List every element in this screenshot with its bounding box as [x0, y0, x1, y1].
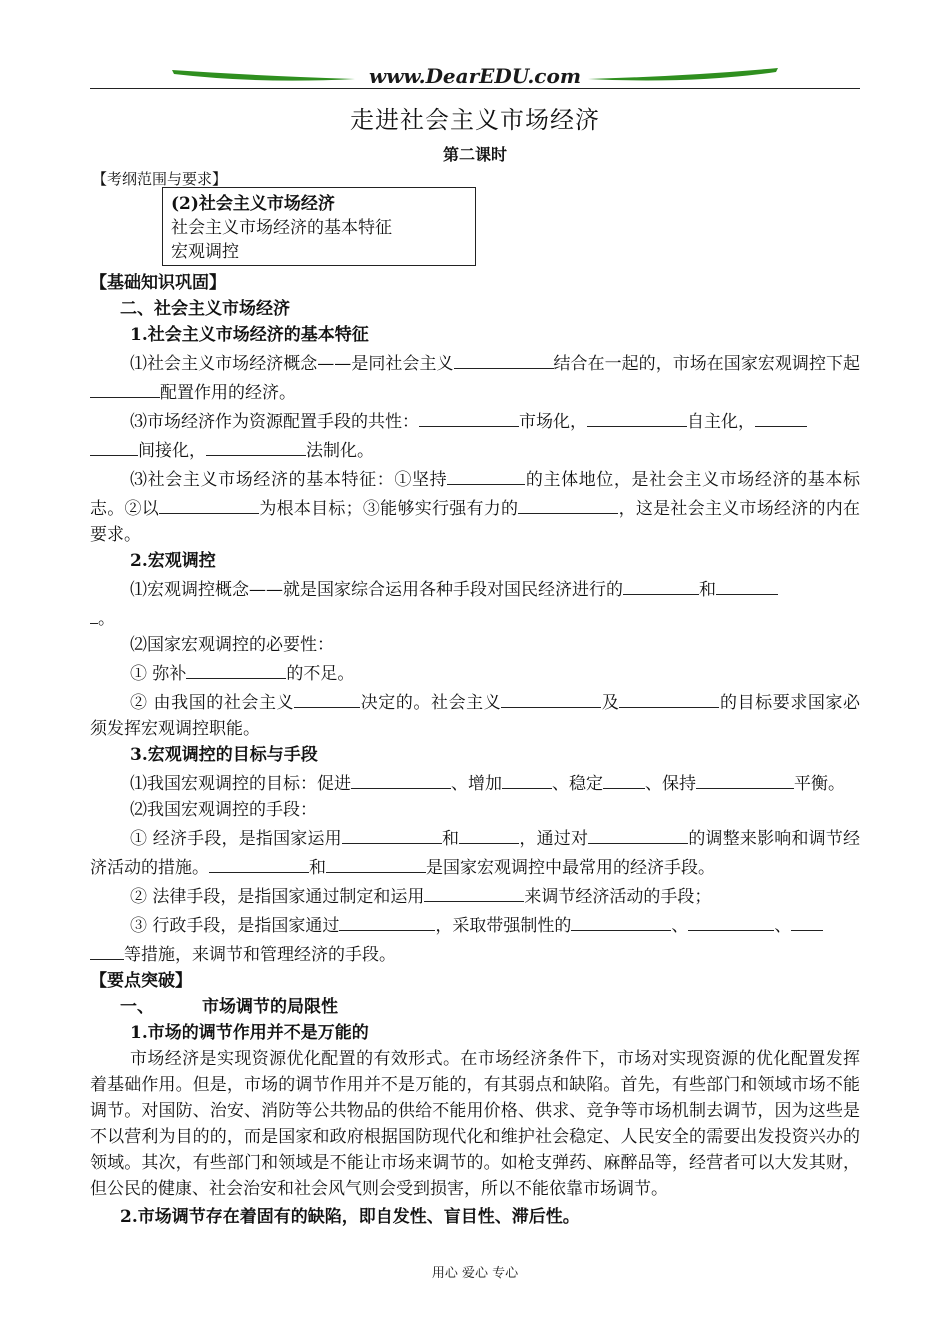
paragraph	[90, 823, 860, 881]
fill-blank[interactable]	[351, 768, 451, 789]
fill-blank[interactable]	[159, 493, 259, 514]
text: 决定的。社会主义	[360, 693, 502, 713]
text: 为根本目标；③能够实行强有力的	[259, 499, 519, 519]
fill-blank[interactable]	[326, 852, 426, 873]
main-content	[90, 270, 860, 1230]
header-rule	[90, 88, 860, 89]
fill-blank[interactable]	[696, 768, 794, 789]
fill-blank[interactable]	[619, 687, 719, 708]
scope-label: 【考纲范围与要求】	[92, 170, 228, 188]
section-heading: 【要点突破】	[90, 971, 192, 991]
fill-blank[interactable]	[339, 910, 435, 931]
paragraph	[90, 910, 860, 968]
banner-text: www.DearEDU.com	[368, 64, 582, 88]
text: ⑴社会主义市场经济概念——是同社会主义	[130, 354, 454, 374]
scope-box-title: (2)社会主义市场经济	[171, 194, 335, 214]
text: 一、	[120, 997, 154, 1017]
topic-heading: 1.社会主义市场经济的基本特征	[130, 325, 369, 345]
text: 和	[699, 580, 716, 600]
fill-blank[interactable]	[90, 939, 124, 960]
fill-blank[interactable]	[186, 658, 286, 679]
text: 自主化，	[687, 412, 755, 432]
fill-blank[interactable]	[571, 910, 671, 931]
fill-blank[interactable]	[518, 493, 618, 514]
fill-blank[interactable]	[206, 435, 306, 456]
paragraph	[90, 768, 860, 797]
fill-blank[interactable]	[587, 406, 687, 427]
fill-blank[interactable]	[588, 823, 688, 844]
section-subheading	[90, 994, 860, 1020]
fill-blank[interactable]	[90, 603, 98, 624]
fill-blank[interactable]	[447, 464, 525, 485]
text: 法制化。	[306, 441, 374, 461]
topic-heading: 3.宏观调控的目标与手段	[130, 745, 318, 765]
topic-heading: 2.宏观调控	[130, 551, 216, 571]
paragraph	[90, 574, 860, 632]
fill-blank[interactable]	[419, 406, 519, 427]
text: ⑴宏观调控概念——就是国家综合运用各种手段对国民经济进行的	[130, 580, 623, 600]
paragraph	[90, 464, 860, 548]
text: 结合在一起的，市场在国家宏观调控下起	[553, 354, 860, 374]
text: ① 弥补	[130, 664, 187, 684]
fill-blank[interactable]	[424, 881, 524, 902]
text: ② 法律手段，是指国家通过制定和运用	[130, 887, 425, 907]
scope-box-line: 宏观调控	[171, 242, 239, 262]
fill-blank[interactable]	[342, 823, 442, 844]
fill-blank[interactable]	[502, 768, 552, 789]
text: 和	[441, 829, 460, 849]
text: 和	[309, 858, 326, 878]
text: 等措施，来调节和管理经济的手段。	[124, 945, 396, 965]
text: 及	[601, 693, 620, 713]
text: ① 经济手段，是指国家运用	[130, 829, 342, 849]
text: ② 由我国的社会主义	[130, 693, 295, 713]
fill-blank[interactable]	[623, 574, 699, 595]
paragraph	[90, 687, 860, 742]
fill-blank[interactable]	[501, 687, 601, 708]
page-footer: 用心 爱心 专心	[431, 1266, 519, 1281]
text: 配置作用的经济。	[160, 383, 296, 403]
fill-blank[interactable]	[454, 348, 554, 369]
scope-box	[162, 187, 476, 266]
topic-heading: 1.市场的调节作用并不是万能的	[130, 1023, 369, 1043]
text: 、稳定	[552, 774, 603, 794]
text: 市场化，	[519, 412, 587, 432]
paragraph: 市场经济是实现资源优化配置的有效形式。在市场经济条件下，市场对实现资源的优化配置发挥着基础作用。但是，市场的调节作用并不是万能的，有其弱点和缺陷。首先，有些部门和领域市场不能调节。对国防、治安、消防等公共物品的供给不能用价格、供求、竞争等市场机制去调节，因为这些是不以营利为目的的，而是国家和政府根据国防现代化和维护社会稳定、人民安全的需要出发投资兴办的领域。其次，有些部门和领域是不能让市场来调节的。如枪支弹药、麻醉品等，经营者可以大发其财，但公民的健康、社会治安和社会风气则会受到损害，所以不能依靠市场调节。	[90, 1049, 860, 1199]
text: ⑶市场经济作为资源配置手段的共性：	[130, 412, 419, 432]
text: 、增加	[451, 774, 502, 794]
page-subtitle: 第二课时	[442, 145, 507, 164]
paragraph	[90, 348, 860, 406]
text: 、	[774, 916, 792, 936]
fill-blank[interactable]	[791, 910, 823, 931]
text: ⑶社会主义市场经济的基本特征：①坚持	[130, 470, 448, 490]
paragraph	[90, 406, 860, 464]
fill-blank[interactable]	[716, 574, 778, 595]
text: 的不足。	[286, 664, 355, 684]
text: 来调节经济活动的手段；	[524, 887, 712, 907]
text: ，通过对	[519, 829, 589, 849]
fill-blank[interactable]	[688, 910, 774, 931]
fill-blank[interactable]	[603, 768, 645, 789]
text: 。	[98, 609, 115, 629]
fill-blank[interactable]	[459, 823, 519, 844]
text: 平衡。	[794, 774, 845, 794]
paragraph	[90, 881, 860, 910]
text: 、	[671, 916, 689, 936]
text: ③ 行政手段，是指国家通过	[130, 916, 340, 936]
page-title: 走进社会主义市场经济	[350, 106, 600, 134]
paragraph	[90, 658, 860, 687]
text: 的目标要求国家必须发挥宏观调控职能。	[90, 693, 861, 739]
text: ，这是社会主义市场经济的内在要求。	[90, 499, 861, 545]
text: 市场调节的局限性	[202, 997, 338, 1017]
text: 的主体地位，是社会主义市场经济的基本标志。②以	[90, 470, 861, 519]
section-subheading: 二、社会主义市场经济	[120, 299, 290, 319]
fill-blank[interactable]	[755, 406, 807, 427]
text: 、保持	[645, 774, 696, 794]
section-heading: 【基础知识巩固】	[90, 273, 226, 293]
fill-blank[interactable]	[90, 435, 138, 456]
fill-blank[interactable]	[294, 687, 360, 708]
paragraph: ⑵我国宏观调控的手段：	[130, 800, 317, 820]
text: 是国家宏观调控中最常用的经济手段。	[426, 858, 715, 878]
fill-blank[interactable]	[90, 377, 160, 398]
text: 间接化，	[138, 441, 206, 461]
text: 的调整来影响和调节经济活动的措施。	[90, 829, 861, 878]
text: ，采取带强制性的	[435, 916, 572, 936]
text: ⑴我国宏观调控的目标：促进	[130, 774, 351, 794]
paragraph: ⑵国家宏观调控的必要性：	[130, 635, 334, 655]
scope-box-line: 社会主义市场经济的基本特征	[171, 218, 392, 238]
topic-heading: 2.市场调节存在着固有的缺陷，即自发性、盲目性、滞后性。	[120, 1207, 580, 1227]
fill-blank[interactable]	[209, 852, 309, 873]
